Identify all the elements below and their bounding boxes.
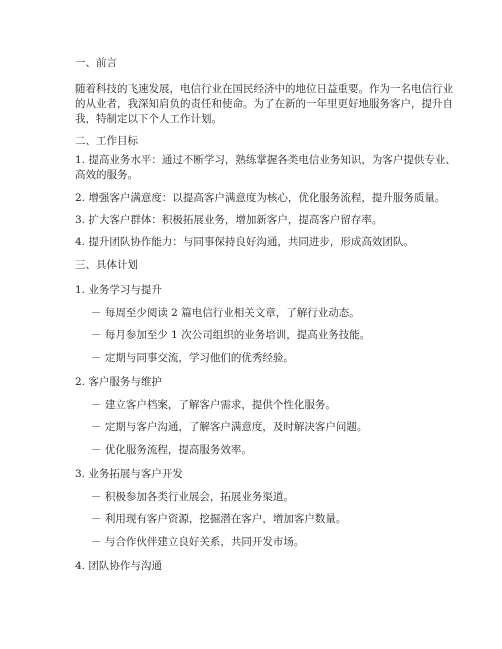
section-heading-preface: 一、前言 (75, 57, 117, 69)
plan-2-item-1: － 建立客户档案，了解客户需求，提供个性化服务。 (91, 399, 336, 411)
section-heading-plans: 三、具体计划 (75, 259, 138, 271)
preface-line-1: 随着科技的飞速发展，电信行业在国民经济中的地位日益重要。作为一名电信行业 (75, 83, 453, 95)
preface-line-3: 我，特制定以下个人工作计划。 (75, 113, 222, 125)
goal-4: 4. 提升团队协作能力：与同事保持良好沟通，共同进步，形成高效团队。 (75, 236, 414, 248)
plan-4-title: 4. 团队协作与沟通 (75, 560, 162, 572)
plan-2-title: 2. 客户服务与维护 (75, 376, 162, 388)
plan-1-item-2: － 每月参加至少 1 次公司组织的业务培训，提高业务技能。 (91, 329, 371, 341)
goal-1-line-1: 1. 提高业务水平：通过不断学习，熟练掌握各类电信业务知识，为客户提供专业、 (75, 154, 456, 166)
plan-1-item-1: － 每周至少阅读 2 篇电信行业相关文章，了解行业动态。 (91, 307, 360, 319)
section-heading-goals: 二、工作目标 (75, 135, 138, 147)
goal-2: 2. 增强客户满意度：以提高客户满意度为核心，优化服务流程，提升服务质量。 (75, 192, 446, 204)
plan-2-item-3: － 优化服务流程，提高服务效率。 (91, 444, 252, 456)
plan-3-item-2: － 利用现有客户资源，挖掘潜在客户，增加客户数量。 (91, 513, 347, 525)
goal-1-line-2: 高效的服务。 (75, 169, 138, 181)
plan-1-item-3: － 定期与同事交流，学习他们的优秀经验。 (91, 352, 294, 364)
plan-2-item-2: － 定期与客户沟通，了解客户满意度，及时解决客户问题。 (91, 421, 368, 433)
preface-line-2: 的从业者，我深知肩负的责任和使命。为了在新的一年里更好地服务客户，提升自 (75, 98, 453, 110)
plan-3-title: 3. 业务拓展与客户开发 (75, 468, 183, 480)
plan-1-title: 1. 业务学习与提升 (75, 284, 162, 296)
plan-3-item-3: － 与合作伙伴建立良好关系，共同开发市场。 (91, 536, 305, 548)
goal-3: 3. 扩大客户群体：积极拓展业务，增加新客户，提高客户留存率。 (75, 214, 383, 226)
plan-3-item-1: － 积极参加各类行业展会，拓展业务渠道。 (91, 491, 294, 503)
